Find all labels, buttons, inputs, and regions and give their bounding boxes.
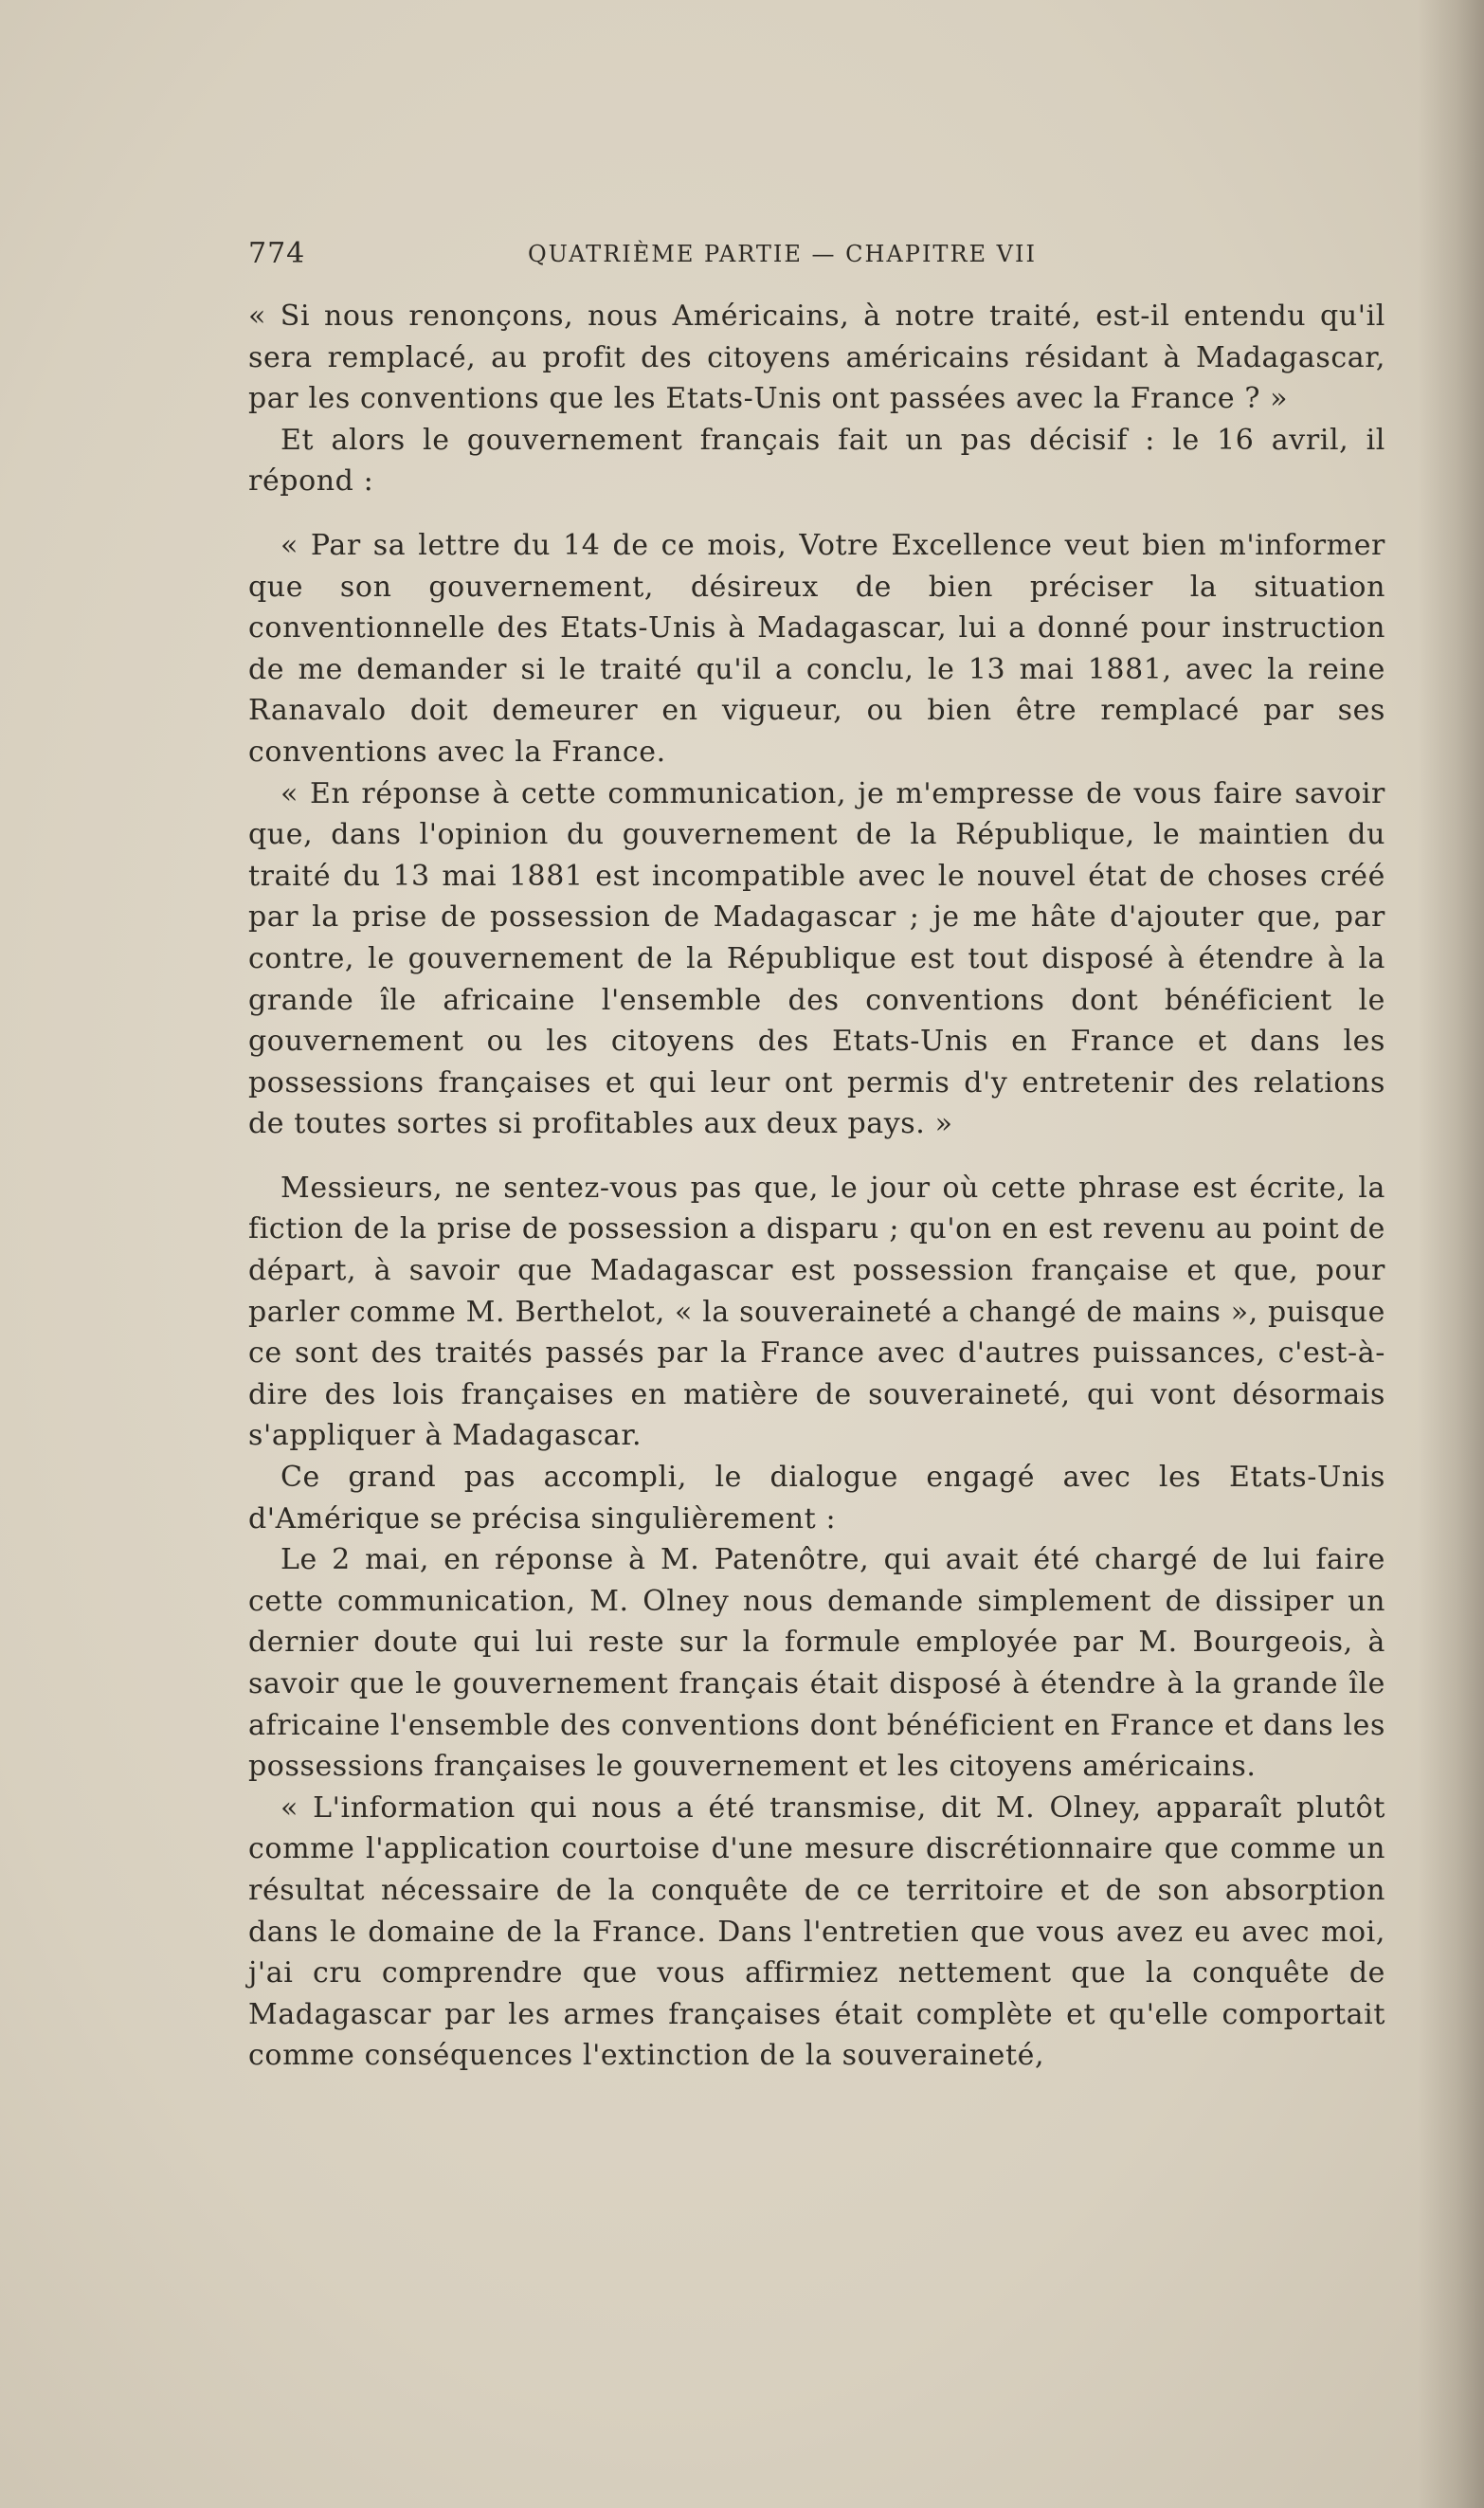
page-number: 774	[248, 237, 306, 270]
paragraph-olney-quote: « L'information qui nous a été transmise, dit M. Olney, apparaît plutôt comme l'application courtoise d'une mesure discrétionnaire que comme un résultat nécessaire de la conquête de ce territoire et de son absorption dans le domaine de la France. Dans l'entretien que vous avez eu avec moi, j'ai cru comprendre que vous affirmiez nettement que la conquête de Madagascar par les armes françaises était complète et qu'elle comportait comme conséquences l'extinction de la souveraineté,	[248, 1790, 1385, 2073]
paragraph-olney-may: Le 2 mai, en réponse à M. Patenôtre, qui avait été chargé de lui faire cette communication, M. Olney nous demande simplement de dissiper un dernier doute qui lui reste sur la formule employée par M. Bourgeois, à savoir que le gouvernement français était disposé à étendre à la grande île africaine l'ensemble des conventions dont bénéficient en France et dans les possessions françaises le gouvernement et les citoyens américains.	[248, 1543, 1385, 1784]
paragraph-letter-part-1: « Par sa lettre du 14 de ce mois, Votre Excellence veut bien m'informer que son gouvernement, désireux de bien préciser la situation conventionnelle des Etats-Unis à Madagascar, lui a donné pour instruction de me demander si le traité qu'il a conclu, le 13 mai 1881, avec la reine Ranavalo doit demeurer en vigueur, ou bien être remplacé par ses conventions avec la France.	[248, 528, 1385, 769]
paragraph-quote-question: « Si nous renonçons, nous Américains, à notre traité, est-il entendu qu'il sera remplacé, au profit des citoyens américains résidant à Madagascar, par les conventions que les Etats-Unis ont passées avec la France ? »	[248, 300, 1385, 416]
paragraph-government-response: Et alors le gouvernement français fait un pas décisif : le 16 avril, il répond :	[248, 423, 1385, 499]
running-title: QUATRIÈME PARTIE — CHAPITRE VII	[528, 241, 1037, 267]
binding-shadow	[1418, 0, 1484, 2508]
paragraph-letter-part-2: « En réponse à cette communication, je m'empresse de vous faire savoir que, dans l'opinion du gouvernement de la République, le maintien du traité du 13 mai 1881 est incompatible avec le nouvel état de choses créé par la prise de possession de Madagascar ; je me hâte d'ajouter que, par contre, le gouvernement de la République est tout disposé à étendre à la grande île africaine l'ensemble des conventions dont bénéficient le gouvernement ou les citoyens des Etats-Unis en France et dans les possessions françaises et qui leur ont permis d'y entretenir des relations de toutes sortes si profitables aux deux pays. »	[248, 776, 1385, 1141]
paragraph-messieurs: Messieurs, ne sentez-vous pas que, le jour où cette phrase est écrite, la fiction de la prise de possession a disparu ; qu'on en est revenu au point de départ, à savoir que Madagascar est possession française et que, pour parler comme M. Berthelot, « la souveraineté a changé de mains », puisque ce sont des traités passés par la France avec d'autres puissances, c'est-à-dire des lois françaises en matière de souveraineté, qui vont désormais s'appliquer à Madagascar.	[248, 1171, 1385, 1453]
page-header	[248, 237, 1385, 275]
paragraph-dialogue: Ce grand pas accompli, le dialogue engagé avec les Etats-Unis d'Amérique se précisa singulièrement :	[248, 1461, 1385, 1536]
body-text	[248, 296, 1385, 2077]
